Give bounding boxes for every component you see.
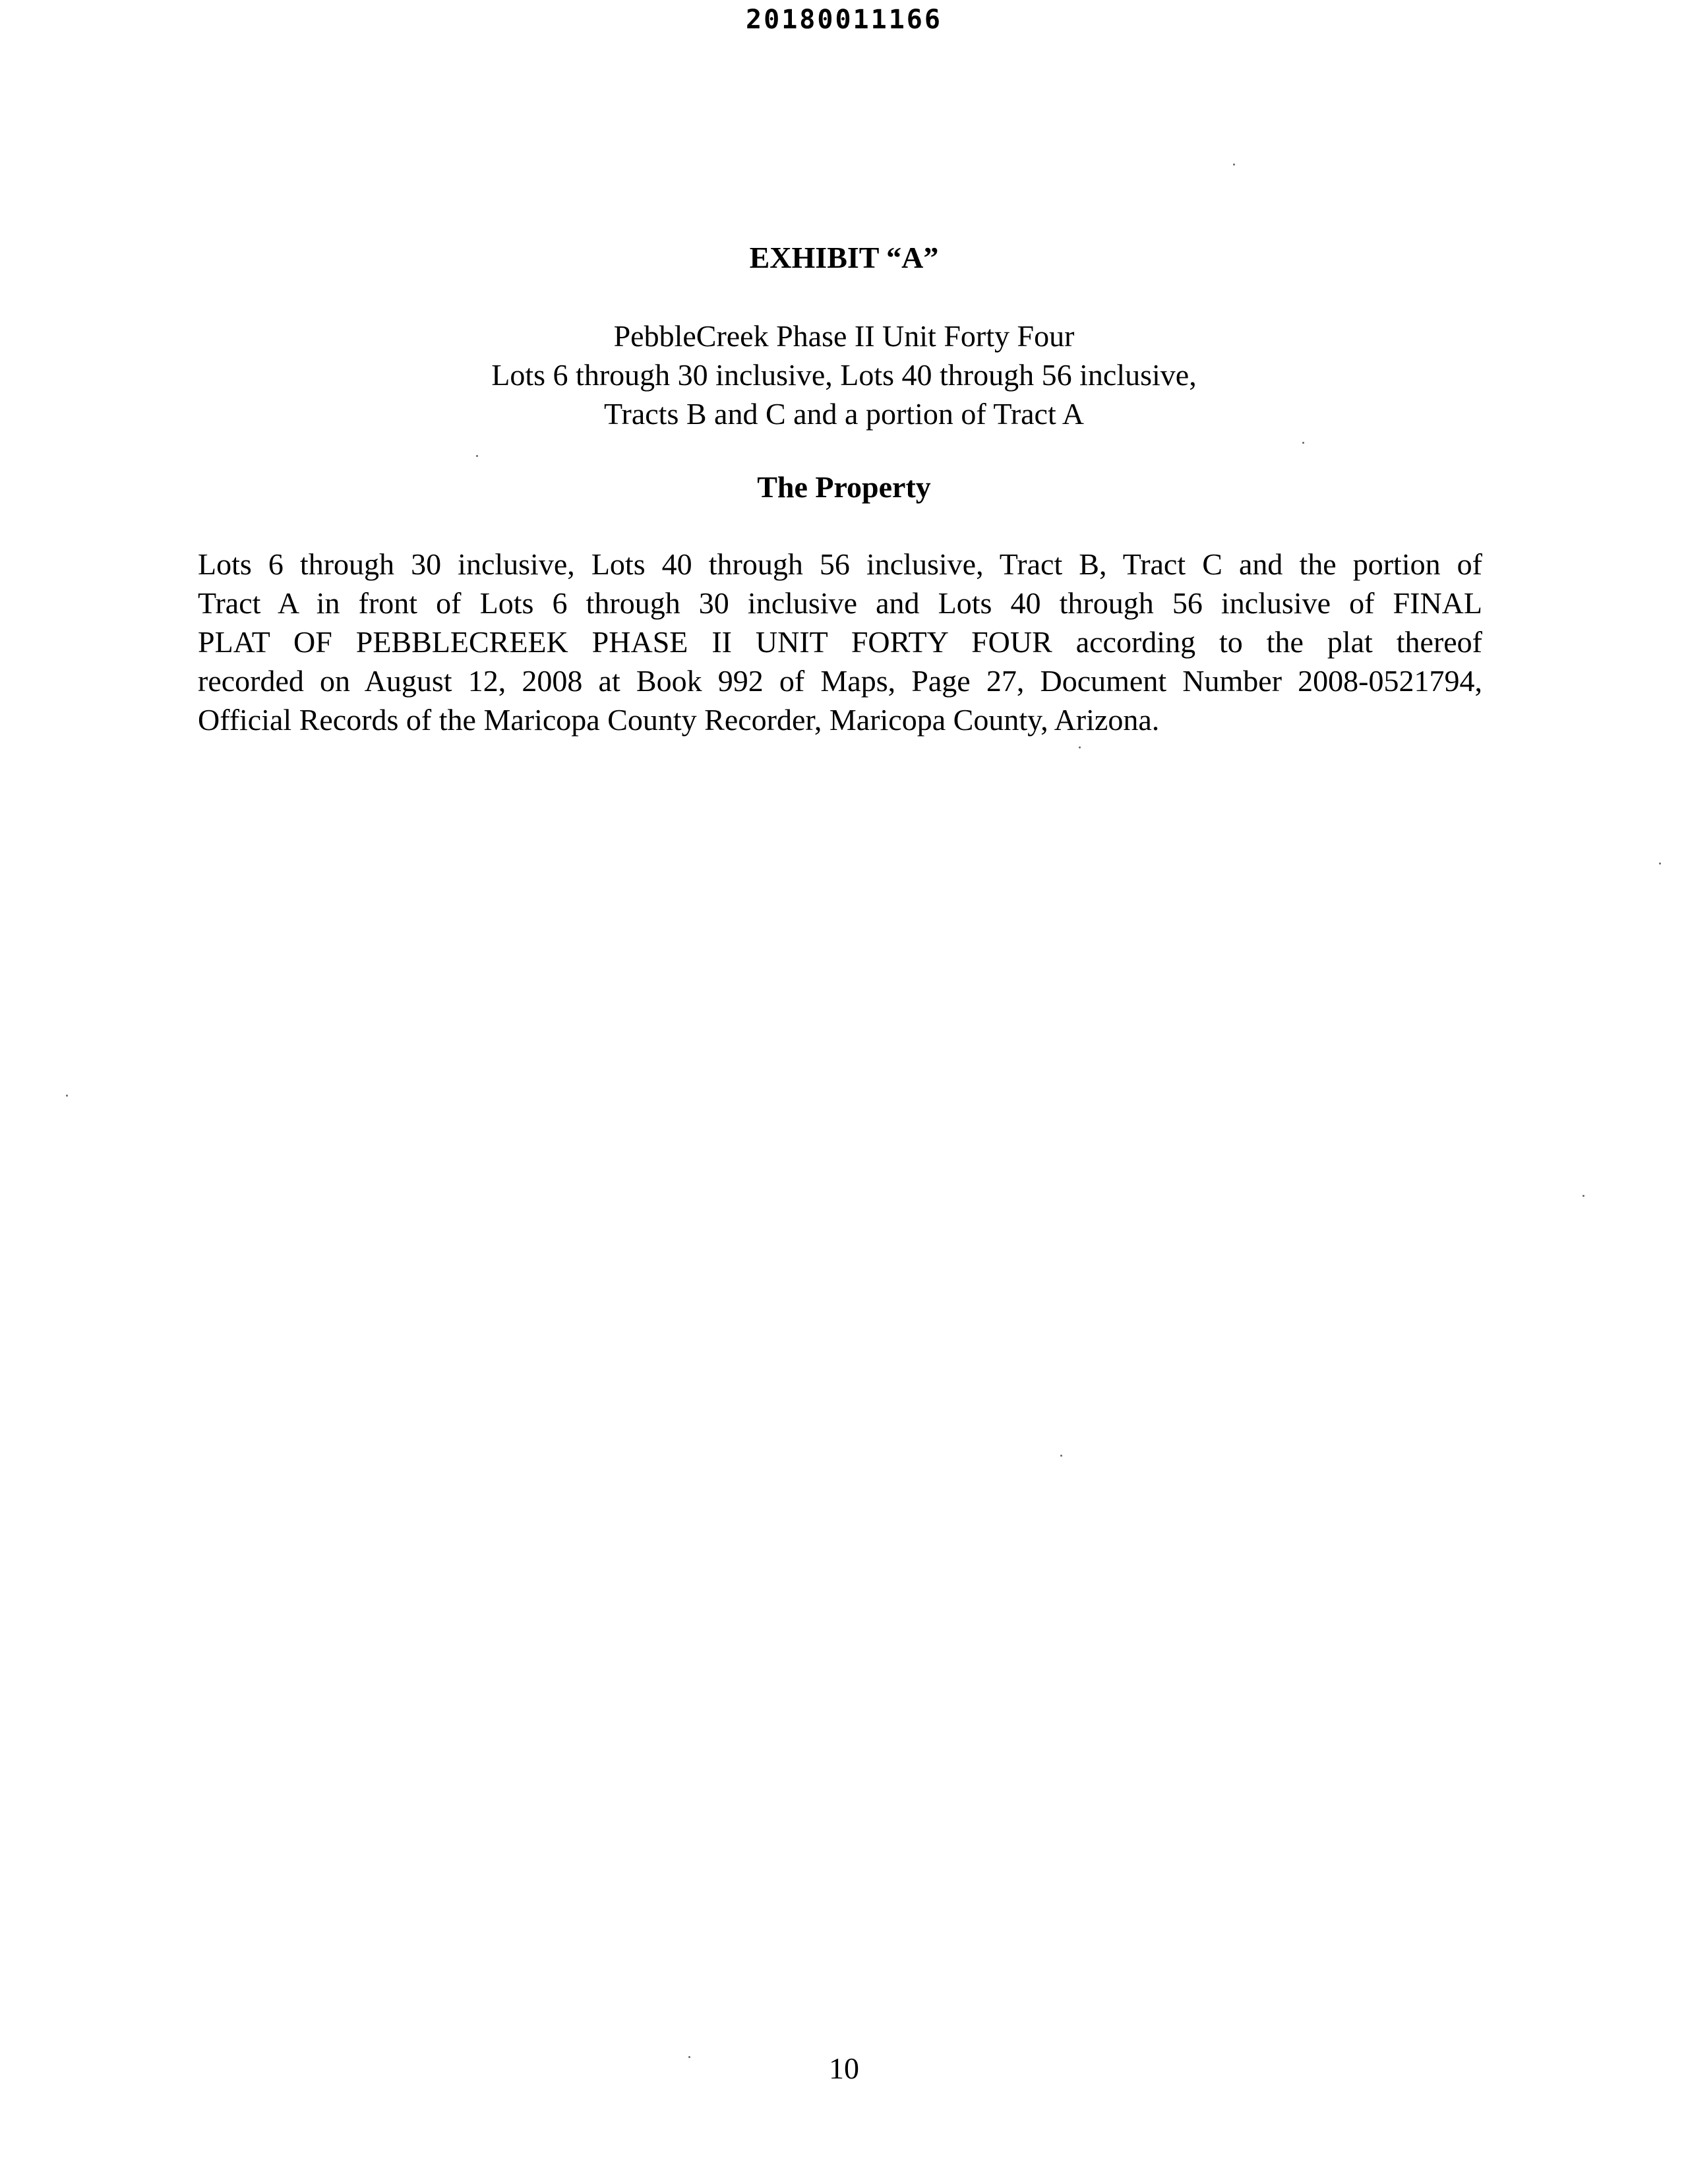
subtitle-line: Tracts B and C and a portion of Tract A [604,397,1084,431]
scan-speck [688,2056,690,2058]
scan-speck [1582,1195,1584,1197]
scan-speck [1302,442,1304,444]
scan-speck [476,455,478,457]
paragraph-line: PLAT OF PEBBLECREEK PHASE II UNIT FORTY FOUR according to the plat thereof [198,625,1482,659]
exhibit-title: EXHIBIT “A” [749,241,939,274]
paragraph-line: Tract A in front of Lots 6 through 30 inclusive and Lots 40 through 56 inclusive of FINAL [198,586,1482,620]
subtitle-line: Lots 6 through 30 inclusive, Lots 40 through 56 inclusive, [491,358,1197,392]
document-number: 20180011166 [746,5,942,35]
section-heading: The Property [757,470,931,504]
subtitle-line: PebbleCreek Phase II Unit Forty Four [613,319,1075,353]
scan-speck [1060,1455,1062,1457]
scan-speck [1079,746,1081,748]
scan-speck [1233,164,1235,166]
paragraph-line: Lots 6 through 30 inclusive, Lots 40 through 56 inclusive, Tract B, Tract C and the portion of [198,547,1482,581]
exhibit-subtitle [0,317,1688,433]
paragraph-line: Official Records of the Maricopa County Recorder, Maricopa County, Arizona. [198,703,1160,737]
paragraph-line: recorded on August 12, 2008 at Book 992 of Maps, Page 27, Document Number 2008-0521794, [198,664,1482,698]
page-number: 10 [829,2051,859,2085]
property-description [198,545,1482,739]
scan-speck [66,1095,68,1097]
scan-speck [1659,863,1661,864]
